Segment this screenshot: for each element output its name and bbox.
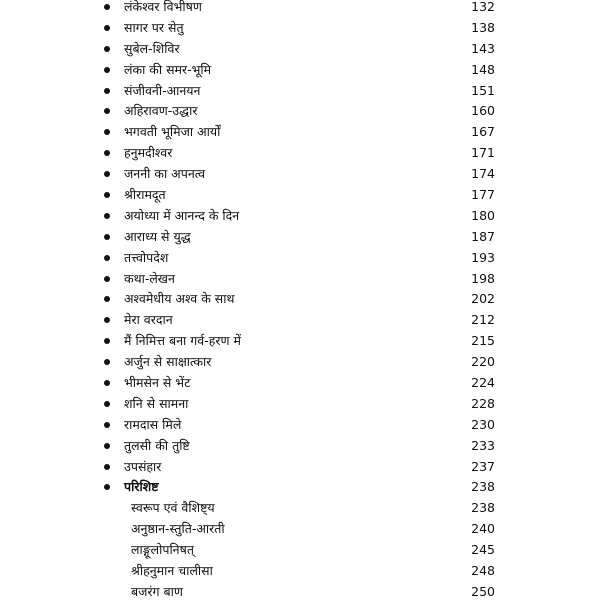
- toc-row: [0, 289, 600, 310]
- toc-row: [0, 18, 600, 39]
- toc-entry-page-number: 250: [471, 583, 495, 599]
- toc-entry-title: संजीवनी-आनयन: [124, 82, 201, 98]
- toc-row: [0, 331, 600, 352]
- toc-entry-title: जननी का अपनत्व: [124, 166, 206, 182]
- toc-entry-title: बजरंग बाण: [131, 583, 183, 599]
- toc-entry-page-number: 138: [471, 19, 495, 35]
- toc-entry-page-number: 237: [471, 458, 495, 474]
- toc-entry-page-number: 212: [471, 312, 495, 328]
- toc-row: [0, 415, 600, 436]
- toc-row: [0, 185, 600, 206]
- toc-row: [0, 352, 600, 373]
- toc-entry-page-number: 151: [471, 82, 495, 98]
- toc-entry-title: सुबेल-शिविर: [124, 40, 180, 56]
- toc-entry-title: कथा-लेखन: [124, 270, 175, 286]
- toc-row: [0, 310, 600, 331]
- toc-entry-title: श्रीहनुमान चालीसा: [131, 563, 213, 579]
- toc-row: [0, 122, 600, 143]
- toc-row: [0, 477, 600, 498]
- toc-row: [0, 269, 600, 290]
- bullet-icon: [104, 25, 110, 31]
- toc-entry-title: अर्जुन से साक्षात्कार: [124, 354, 212, 370]
- toc-row: [0, 60, 600, 81]
- toc-entry-page-number: 224: [471, 375, 495, 391]
- toc-entry-title: अहिरावण-उद्धार: [124, 103, 198, 119]
- toc-row: [0, 394, 600, 415]
- bullet-icon: [104, 359, 110, 365]
- toc-entry-title: भीमसेन से भेंट: [124, 375, 191, 391]
- toc-entry-page-number: 177: [471, 187, 495, 203]
- toc-entry-page-number: 180: [471, 207, 495, 223]
- toc-entry-page-number: 132: [471, 0, 495, 14]
- bullet-icon: [104, 234, 110, 240]
- bullet-icon: [104, 338, 110, 344]
- toc-row: [0, 164, 600, 185]
- toc-entry-title: अश्वमेधीय अश्व के साथ: [124, 291, 235, 307]
- bullet-icon: [104, 192, 110, 198]
- toc-entry-title: हनुमदीश्वर: [124, 145, 173, 161]
- bullet-icon: [104, 67, 110, 73]
- toc-row: [0, 227, 600, 248]
- toc-entry-title: लंका की समर-भूमि: [124, 61, 212, 77]
- toc-entry-page-number: 248: [471, 563, 495, 579]
- toc-entry-title: सागर पर सेतु: [124, 19, 184, 35]
- toc-row: [0, 248, 600, 269]
- toc-row: [0, 39, 600, 60]
- toc-entry-page-number: 240: [471, 521, 495, 537]
- toc-entry-title: श्रीरामदूत: [124, 187, 166, 203]
- toc-entry-page-number: 230: [471, 416, 495, 432]
- bullet-icon: [104, 171, 110, 177]
- toc-entry-page-number: 228: [471, 395, 495, 411]
- toc-entry-page-number: 160: [471, 103, 495, 119]
- toc-row: [0, 436, 600, 457]
- toc-entry-page-number: 215: [471, 333, 495, 349]
- toc-entry-page-number: 220: [471, 354, 495, 370]
- bullet-icon: [104, 46, 110, 52]
- toc-entry-title: शनि से सामना: [124, 395, 189, 411]
- toc-entry-title: तुलसी की तुष्टि: [124, 437, 190, 453]
- toc-row: [0, 519, 600, 540]
- toc-row: [0, 143, 600, 164]
- toc-entry-page-number: 193: [471, 249, 495, 265]
- toc-entry-page-number: 233: [471, 437, 495, 453]
- toc-entry-page-number: 143: [471, 40, 495, 56]
- toc-row: [0, 457, 600, 478]
- toc-entry-page-number: 198: [471, 270, 495, 286]
- bullet-icon: [104, 213, 110, 219]
- bullet-icon: [104, 443, 110, 449]
- toc-entry-title: अनुष्ठान-स्तुति-आरती: [131, 521, 225, 537]
- bullet-icon: [104, 150, 110, 156]
- bullet-icon: [104, 255, 110, 261]
- toc-entry-page-number: 238: [471, 500, 495, 516]
- bullet-icon: [104, 88, 110, 94]
- toc-entry-title: लाङ्गूलोपनिषत्: [131, 542, 194, 558]
- toc-entry-page-number: 174: [471, 166, 495, 182]
- toc-entry-page-number: 171: [471, 145, 495, 161]
- toc-row: [0, 81, 600, 102]
- bullet-icon: [104, 401, 110, 407]
- bullet-icon: [104, 380, 110, 386]
- toc-entry-title: उपसंहार: [124, 458, 162, 474]
- toc-entry-page-number: 245: [471, 542, 495, 558]
- toc-row: [0, 101, 600, 122]
- toc-entry-title: मैं निमित्त बना गर्व-हरण में: [124, 333, 241, 349]
- toc-entry-title: परिशिष्ट: [124, 479, 159, 495]
- toc-row: [0, 206, 600, 227]
- bullet-icon: [104, 422, 110, 428]
- toc-entry-title: भगवती भूमिजा आर्यों: [124, 124, 221, 140]
- toc-row: [0, 540, 600, 561]
- toc-row: [0, 0, 600, 18]
- bullet-icon: [104, 464, 110, 470]
- bullet-icon: [104, 4, 110, 10]
- toc-entry-page-number: 238: [471, 479, 495, 495]
- toc-entry-title: आराध्य से युद्ध: [124, 228, 191, 244]
- toc-entry-page-number: 202: [471, 291, 495, 307]
- toc-row: [0, 561, 600, 582]
- bullet-icon: [104, 317, 110, 323]
- toc-row: [0, 498, 600, 519]
- bullet-icon: [104, 108, 110, 114]
- toc-entry-title: अयोध्या में आनन्द के दिन: [124, 207, 240, 223]
- bullet-icon: [104, 276, 110, 282]
- bullet-icon: [104, 484, 110, 490]
- toc-entry-title: मेरा वरदान: [124, 312, 173, 328]
- bullet-icon: [104, 296, 110, 302]
- toc-entry-title: स्वरूप एवं वैशिष्ट्य: [131, 500, 215, 516]
- toc-entry-title: रामदास मिले: [124, 416, 182, 432]
- toc-entry-page-number: 148: [471, 61, 495, 77]
- toc-entry-title: लंकेश्वर विभीषण: [124, 0, 202, 14]
- toc-entry-page-number: 167: [471, 124, 495, 140]
- toc-entry-page-number: 187: [471, 228, 495, 244]
- toc-row: [0, 373, 600, 394]
- toc-entry-title: तत्त्वोपदेश: [124, 249, 169, 265]
- bullet-icon: [104, 129, 110, 135]
